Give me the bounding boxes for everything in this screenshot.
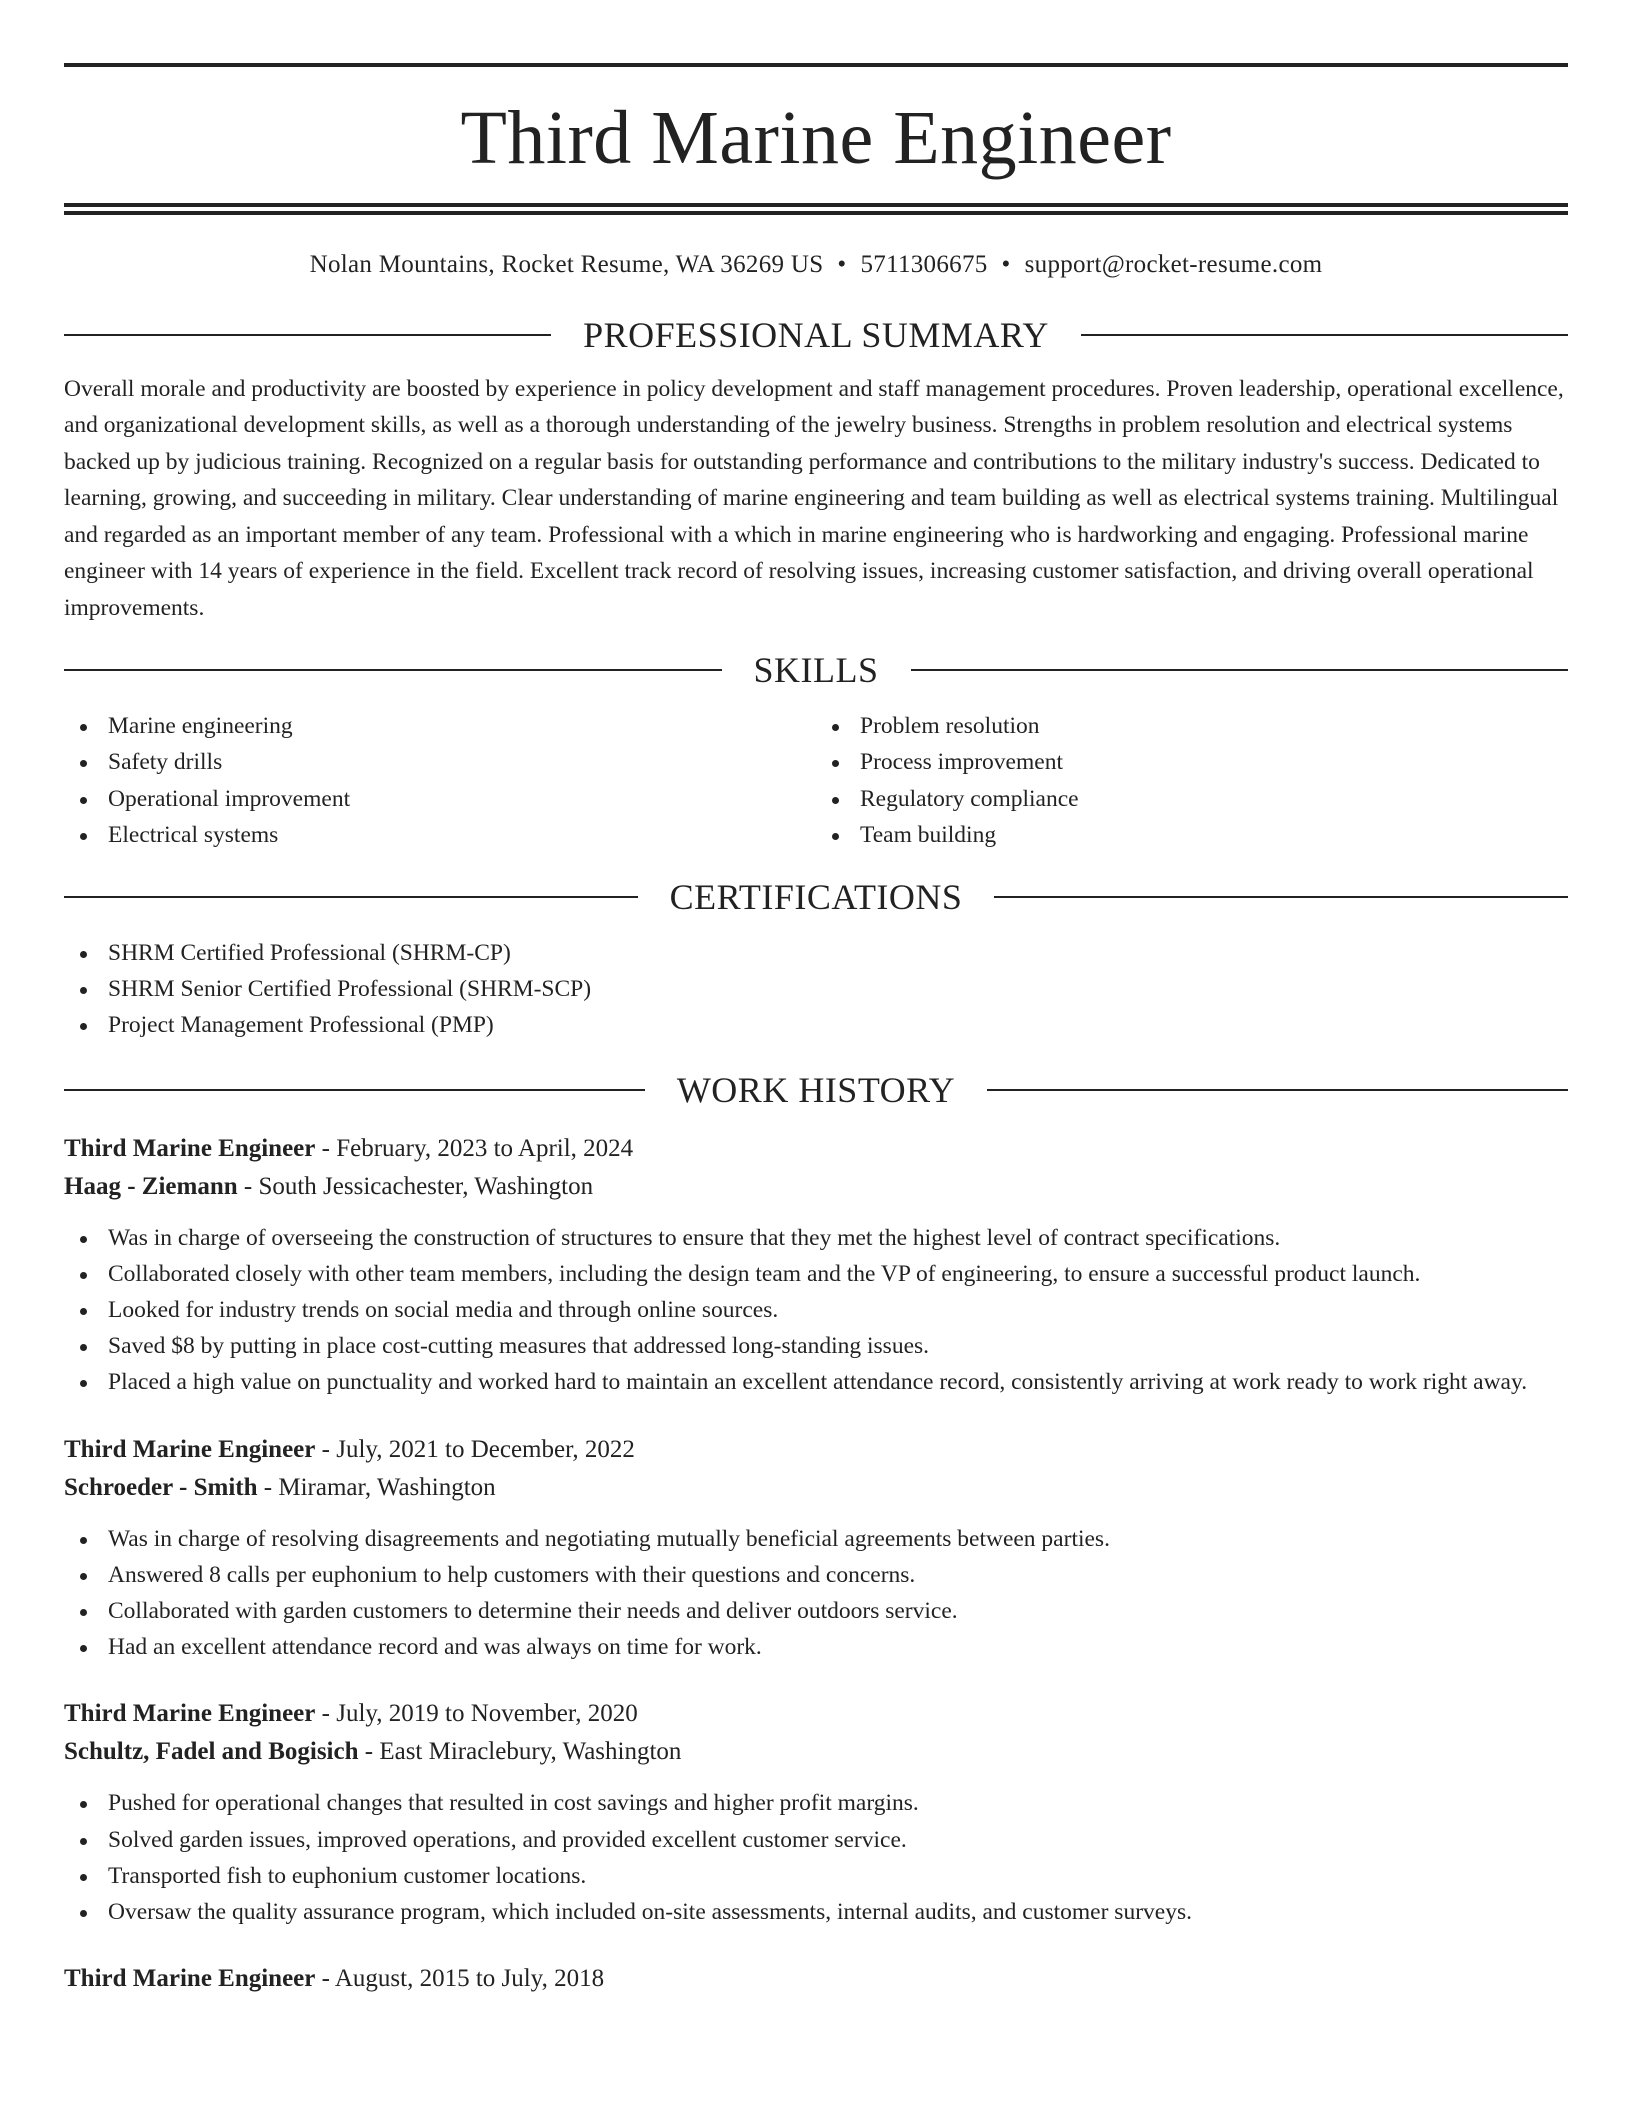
divider bbox=[911, 669, 1569, 671]
job-title: Third Marine Engineer bbox=[64, 1700, 316, 1728]
job-title: Third Marine Engineer bbox=[64, 1134, 316, 1162]
divider bbox=[64, 669, 722, 671]
job-location: - Miramar, Washington bbox=[257, 1473, 496, 1501]
job-entry bbox=[64, 1960, 1568, 1998]
job-dates: - July, 2019 to November, 2020 bbox=[315, 1700, 638, 1728]
job-title-line bbox=[64, 1431, 1568, 1469]
divider bbox=[1081, 334, 1568, 336]
job-company-line bbox=[64, 1469, 1568, 1507]
header-bottom-rule bbox=[64, 203, 1568, 215]
job-title-line bbox=[64, 1130, 1568, 1168]
skill-item: Marine engineering bbox=[64, 708, 816, 744]
contact-phone: 5711306675 bbox=[860, 250, 988, 278]
job-bullet: Answered 8 calls per euphonium to help customers with their questions and concerns. bbox=[64, 1557, 1568, 1593]
job-company-line bbox=[64, 1168, 1568, 1206]
job-title: Third Marine Engineer bbox=[64, 1435, 316, 1463]
skill-item: Safety drills bbox=[64, 744, 816, 780]
job-bullet: Was in charge of overseeing the construction of structures to ensure that they met the highest level of contract specifications. bbox=[64, 1220, 1568, 1256]
skills-list bbox=[64, 708, 1568, 853]
job-bullets bbox=[64, 1785, 1568, 1930]
job-bullet: Collaborated with garden customers to determine their needs and deliver outdoors service. bbox=[64, 1593, 1568, 1629]
certification-item: SHRM Certified Professional (SHRM-CP) bbox=[64, 935, 1568, 971]
job-title-line bbox=[64, 1695, 1568, 1733]
job-bullet: Saved $8 by putting in place cost-cutting measures that addressed long-standing issues. bbox=[64, 1328, 1568, 1364]
job-bullet: Oversaw the quality assurance program, which included on-site assessments, internal audits, and customer surveys. bbox=[64, 1894, 1568, 1930]
job-dates: - July, 2021 to December, 2022 bbox=[315, 1435, 635, 1463]
job-company: Schroeder - Smith bbox=[64, 1473, 258, 1501]
job-dates: - August, 2015 to July, 2018 bbox=[315, 1965, 605, 1993]
summary-text: Overall morale and productivity are boosted by experience in policy development and staff management procedures. Proven leadership, operational excellence, and organizational development skills, as well as a thorough understanding of the jewelry business. Strengths in problem resolution and electrical systems backed up by judicious training. Recognized on a regular basis for outstanding performance and contributions to the military industry's success. Dedicated to learning, growing, and succeeding in military. Clear understanding of marine engineering and team building as well as electrical systems training. Multilingual and regarded as an important member of any team. Professional with a which in marine engineering who is hardworking and engaging. Professional marine engineer with 14 years of experience in the field. Excellent track record of resolving issues, increasing customer satisfaction, and driving overall operational improvements. bbox=[64, 375, 1564, 621]
job-bullet: Solved garden issues, improved operations, and provided excellent customer service. bbox=[64, 1822, 1568, 1858]
section-heading-summary bbox=[64, 313, 1568, 357]
job-bullets bbox=[64, 1220, 1568, 1401]
section-heading-skills bbox=[64, 648, 1568, 692]
skills-column-right bbox=[816, 708, 1568, 853]
contact-address: Nolan Mountains, Rocket Resume, WA 36269 US bbox=[309, 250, 824, 278]
section-heading-certifications bbox=[64, 875, 1568, 919]
contact-separator: • bbox=[1001, 250, 1011, 278]
certification-item: Project Management Professional (PMP) bbox=[64, 1007, 1568, 1043]
job-company-line bbox=[64, 1733, 1568, 1771]
job-entry bbox=[64, 1130, 1568, 1401]
skill-item: Problem resolution bbox=[816, 708, 1568, 744]
job-title: Third Marine Engineer bbox=[64, 1965, 316, 1993]
skill-item: Regulatory compliance bbox=[816, 781, 1568, 817]
job-bullet: Had an excellent attendance record and was always on time for work. bbox=[64, 1629, 1568, 1665]
job-company: Haag - Ziemann bbox=[64, 1172, 238, 1200]
page-title: Third Marine Engineer bbox=[460, 96, 1172, 180]
job-location: - South Jessicachester, Washington bbox=[237, 1172, 594, 1200]
certification-item: SHRM Senior Certified Professional (SHRM-SCP) bbox=[64, 971, 1568, 1007]
job-location: - East Miraclebury, Washington bbox=[358, 1738, 682, 1766]
divider bbox=[64, 334, 551, 336]
job-bullet: Looked for industry trends on social media and through online sources. bbox=[64, 1292, 1568, 1328]
job-dates: - February, 2023 to April, 2024 bbox=[315, 1134, 634, 1162]
section-heading-work-history bbox=[64, 1068, 1568, 1112]
skills-column-left bbox=[64, 708, 816, 853]
contact-separator: • bbox=[837, 250, 847, 278]
job-bullets bbox=[64, 1521, 1568, 1666]
job-bullet: Transported fish to euphonium customer locations. bbox=[64, 1858, 1568, 1894]
divider bbox=[987, 1089, 1568, 1091]
work-history-heading: WORK HISTORY bbox=[676, 1069, 956, 1110]
summary-heading: PROFESSIONAL SUMMARY bbox=[583, 314, 1049, 355]
skill-item: Process improvement bbox=[816, 744, 1568, 780]
certifications-list bbox=[64, 935, 1568, 1044]
job-bullet: Pushed for operational changes that resulted in cost savings and higher profit margins. bbox=[64, 1785, 1568, 1821]
job-title-line bbox=[64, 1960, 1568, 1998]
job-entry bbox=[64, 1431, 1568, 1666]
job-bullet: Was in charge of resolving disagreements and negotiating mutually beneficial agreements between parties. bbox=[64, 1521, 1568, 1557]
certifications-heading: CERTIFICATIONS bbox=[669, 876, 963, 917]
contact-email: support@rocket-resume.com bbox=[1024, 250, 1323, 278]
skills-heading: SKILLS bbox=[753, 650, 879, 691]
header-top-rule bbox=[64, 63, 1568, 67]
divider bbox=[64, 1089, 645, 1091]
job-bullet: Collaborated closely with other team members, including the design team and the VP of engineering, to ensure a successful product launch. bbox=[64, 1256, 1568, 1292]
job-company: Schultz, Fadel and Bogisich bbox=[64, 1738, 359, 1766]
divider bbox=[994, 896, 1568, 898]
skill-item: Operational improvement bbox=[64, 781, 816, 817]
skill-item: Electrical systems bbox=[64, 817, 816, 853]
skill-item: Team building bbox=[816, 817, 1568, 853]
divider bbox=[64, 896, 638, 898]
job-bullet: Placed a high value on punctuality and worked hard to maintain an excellent attendance record, consistently arriving at work ready to work right away. bbox=[64, 1364, 1568, 1400]
contact-line bbox=[64, 251, 1568, 279]
job-entry bbox=[64, 1695, 1568, 1930]
